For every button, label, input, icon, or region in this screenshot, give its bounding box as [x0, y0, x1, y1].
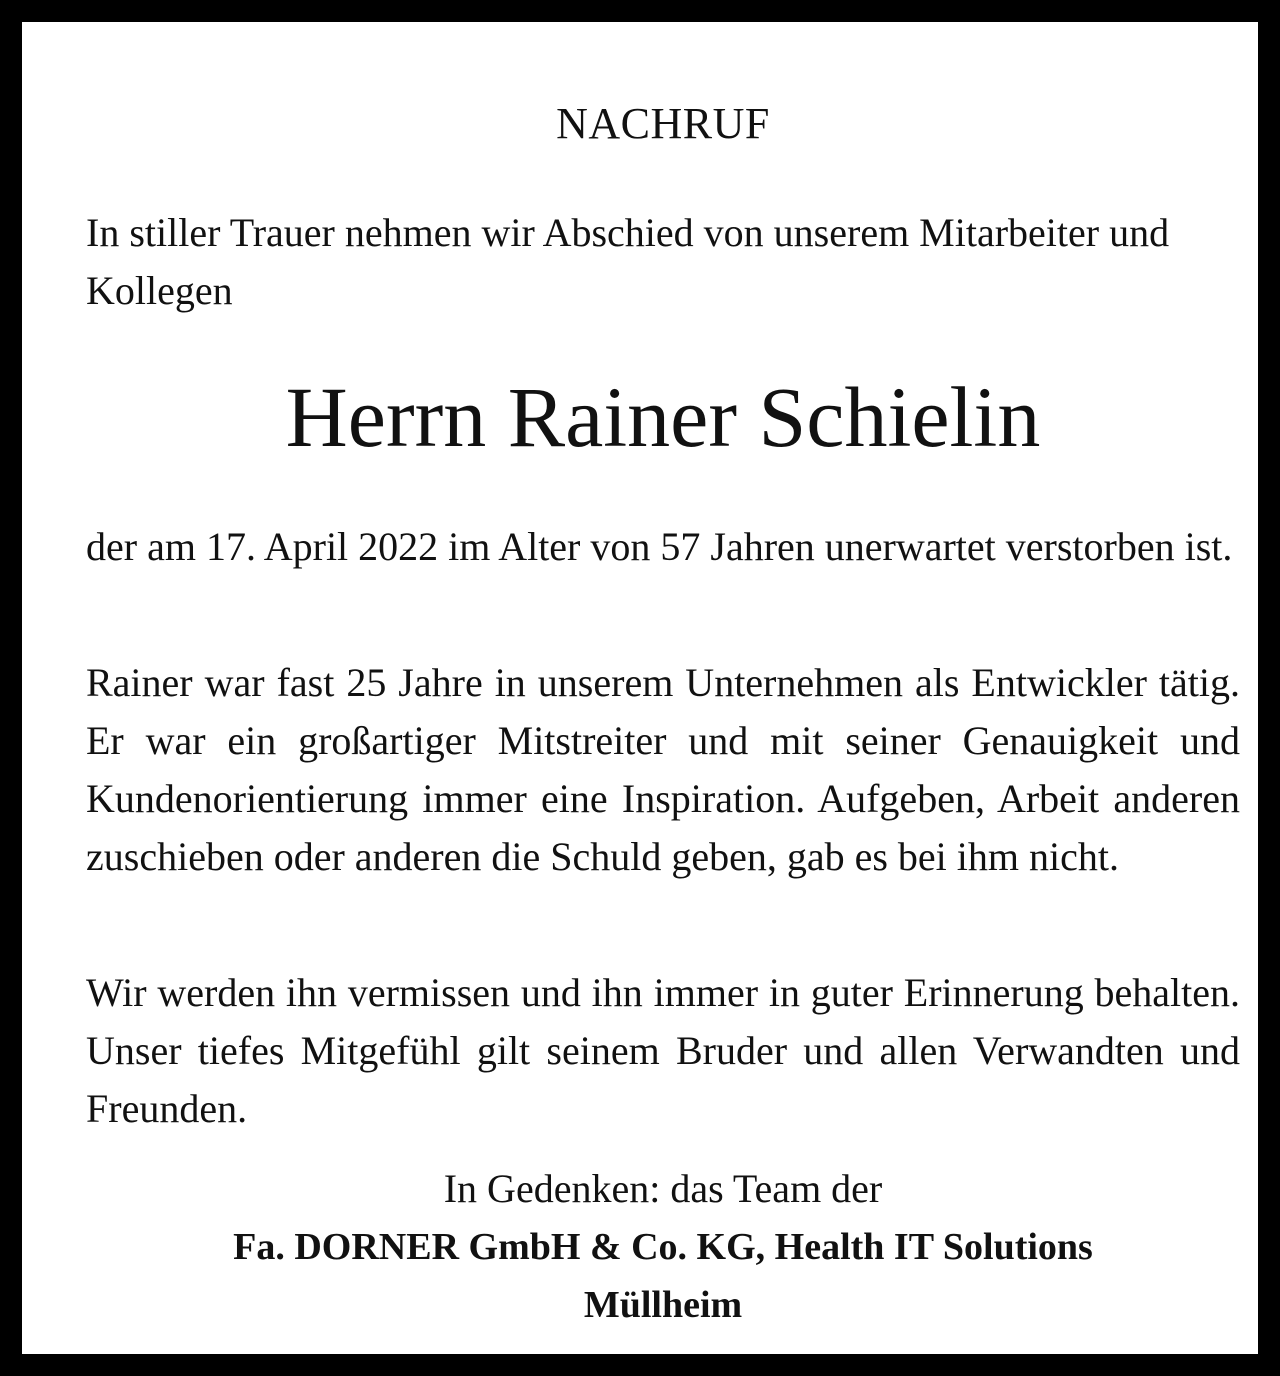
career-paragraph: Rainer war fast 25 Jahre in unserem Unternehmen als Entwickler tätig. Er war ein großartiger Mitstreiter und mit seiner Genauigkeit und Kundenorientierung immer eine Inspiration. Aufgeben, Arbeit anderen zuschieben oder anderen die Schuld geben, gab es bei ihm nicht. — [86, 660, 1240, 879]
deceased-name: Herrn Rainer Schielin — [285, 369, 1041, 465]
company-name: Fa. DORNER GmbH & Co. KG, Health IT Solutions — [233, 1226, 1093, 1268]
condolence-paragraph: Wir werden ihn vermissen und ihn immer in guter Erinnerung behalten. Unser tiefes Mitgefühl gilt seinem Bruder und allen Verwandten und Freunden. — [86, 970, 1240, 1131]
death-paragraph: der am 17. April 2022 im Alter von 57 Jahren unerwartet verstorben ist. — [86, 524, 1233, 569]
memorial-line: In Gedenken: das Team der — [443, 1166, 883, 1211]
obituary-heading: NACHRUF — [556, 99, 770, 148]
intro-text: In stiller Trauer nehmen wir Abschied von unserem Mitarbeiter und Kollegen — [86, 210, 1170, 313]
company-city: Müllheim — [583, 1284, 743, 1326]
